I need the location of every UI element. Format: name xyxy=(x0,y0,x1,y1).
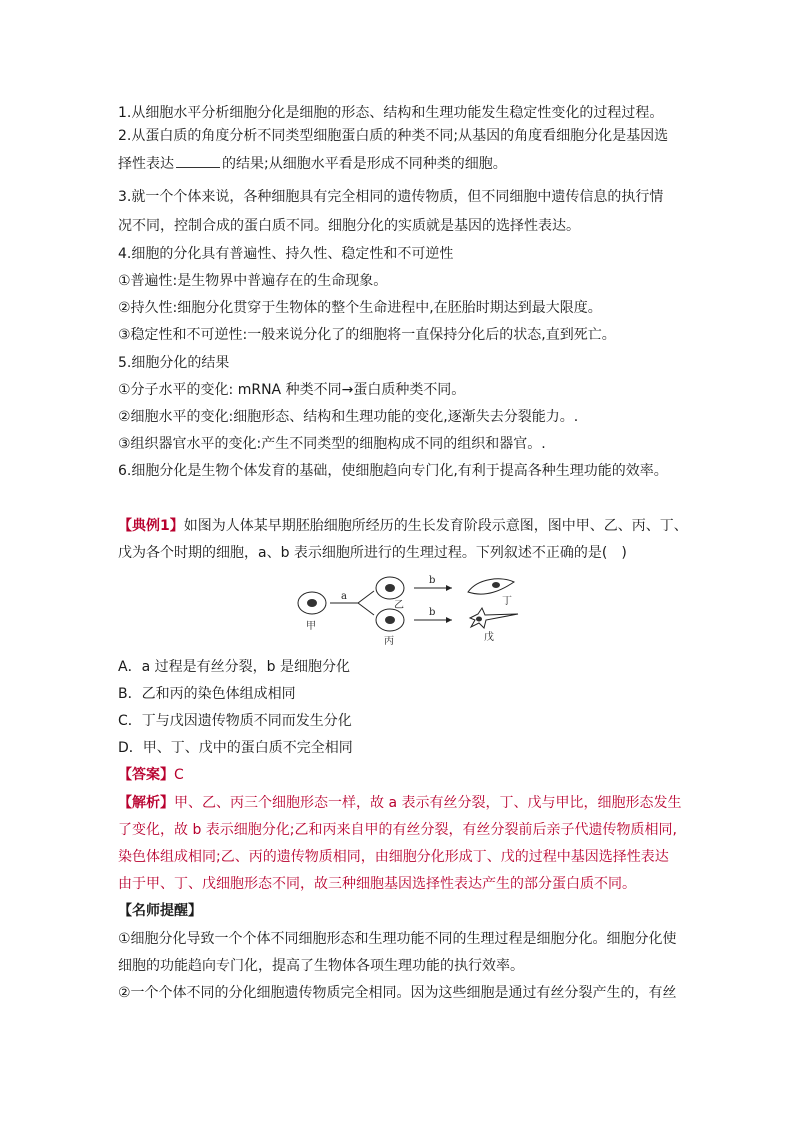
nucleus-icon xyxy=(385,584,395,592)
label-b-1: b xyxy=(429,575,436,586)
analysis-tag: 【解析】 xyxy=(118,795,174,811)
analysis-line-4: 由于甲、丁、戊细胞形态不同，故三种细胞基因选择性表达产生的部分蛋白质不同。 xyxy=(118,876,636,892)
option-b: B．乙和丙的染色体组成相同 xyxy=(118,686,296,702)
analysis-line-3: 染色体组成相同;乙、丙的遗传物质相同，由细胞分化形成丁、戊的过程中基因选择性表达 xyxy=(118,849,669,865)
note-line-8: ②持久性:细胞分化贯穿于生物体的整个生命进程中,在胚胎时期达到最大限度。 xyxy=(118,300,602,316)
answer-line xyxy=(118,765,184,785)
note-line-14: 6.细胞分化是生物个体发育的基础，使细胞趋向专门化,有利于提高各种生理功能的效率。 xyxy=(118,463,668,479)
label-wu: 戊 xyxy=(484,632,494,643)
arrowhead-icon xyxy=(446,585,452,591)
example-question-2: 戊为各个时期的细胞，a、b 表示细胞所进行的生理过程。下列叙述不正确的是( ) xyxy=(118,545,627,561)
nucleus-icon xyxy=(476,617,482,622)
note-line-12: ②细胞水平的变化:细胞形态、结构和生理功能的变化,逐渐失去分裂能力。. xyxy=(118,409,579,425)
nucleus-icon xyxy=(307,599,317,607)
label-yi: 乙 xyxy=(394,600,404,611)
analysis-text-1: 甲、乙、丙三个细胞形态一样，故 a 表示有丝分裂，丁、戊与甲比，细胞形态发生 xyxy=(174,795,682,811)
example-line-1 xyxy=(118,516,688,536)
note-line-7: ①普遍性:是生物界中普遍存在的生命现象。 xyxy=(118,273,388,289)
note-line-3a: 择性表达 xyxy=(118,156,174,172)
note-line-3 xyxy=(118,153,507,174)
note-line-9: ③稳定性和不可逆性:一般来说分化了的细胞将一直保持分化后的状态,直到死亡。 xyxy=(118,327,616,343)
tip-line-1: ①细胞分化导致一个个体不同细胞形态和生理功能不同的生理过程是细胞分化。细胞分化使 xyxy=(118,931,677,947)
answer-value: C xyxy=(174,767,184,783)
tip-line-3: ②一个个体不同的分化细胞遗传物质完全相同。因为这些细胞是通过有丝分裂产生的，有丝 xyxy=(118,985,677,1001)
option-d: D．甲、丁、戊中的蛋白质不完全相同 xyxy=(118,740,353,756)
option-a: A．a 过程是有丝分裂，b 是细胞分化 xyxy=(118,659,350,675)
example-tag: 【典例1】 xyxy=(118,518,184,534)
arrowhead-icon xyxy=(446,617,452,623)
label-jia: 甲 xyxy=(306,621,316,632)
note-line-5: 况不同，控制合成的蛋白质不同。细胞分化的实质就是基因的选择性表达。 xyxy=(118,218,580,234)
label-b-2: b xyxy=(429,607,436,618)
arrow-a-down xyxy=(358,603,374,615)
note-line-2: 2.从蛋白质的角度分析不同类型细胞蛋白质的种类不同;从基因的角度看细胞分化是基因选 xyxy=(118,128,669,144)
note-line-10: 5.细胞分化的结果 xyxy=(118,355,230,371)
cell-development-figure xyxy=(290,570,530,652)
example-question-1: 如图为人体某早期胚胎细胞所经历的生长发育阶段示意图，图中甲、乙、丙、丁、 xyxy=(183,518,688,534)
nucleus-icon xyxy=(385,616,395,624)
answer-tag: 【答案】 xyxy=(118,767,174,783)
note-line-1: 1.从细胞水平分析细胞分化是细胞的形态、结构和生理功能发生稳定性变化的过程过程。 xyxy=(118,105,664,121)
note-line-13: ③组织器官水平的变化:产生不同类型的细胞构成不同的组织和器官。. xyxy=(118,436,546,452)
cell-ding xyxy=(468,579,514,594)
fill-blank[interactable] xyxy=(176,153,220,168)
label-ding: 丁 xyxy=(502,596,512,607)
label-bing: 丙 xyxy=(384,636,394,647)
note-line-11: ①分子水平的变化: mRNA 种类不同→蛋白质种类不同。 xyxy=(118,382,466,398)
tip-line-2: 细胞的功能趋向专门化，提高了生物体各项生理功能的执行效率。 xyxy=(118,958,524,974)
note-line-4: 3.就一个个体来说，各种细胞具有完全相同的遗传物质，但不同细胞中遗传信息的执行情 xyxy=(118,189,664,205)
tip-heading: 【名师提醒】 xyxy=(118,903,202,919)
note-line-6: 4.细胞的分化具有普遍性、持久性、稳定性和不可逆性 xyxy=(118,246,454,262)
nucleus-icon xyxy=(492,582,500,588)
arrow-a-up xyxy=(358,591,374,603)
note-line-3b: 的结果;从细胞水平看是形成不同种类的细胞。 xyxy=(222,156,507,172)
label-a: a xyxy=(341,591,347,602)
analysis-line-2: 了变化，故 b 表示细胞分化;乙和丙来自甲的有丝分裂，有丝分裂前后亲子代遗传物质相同, xyxy=(118,822,677,838)
option-c: C．丁与戊因遗传物质不同而发生分化 xyxy=(118,713,352,729)
analysis-line-1 xyxy=(118,793,681,813)
